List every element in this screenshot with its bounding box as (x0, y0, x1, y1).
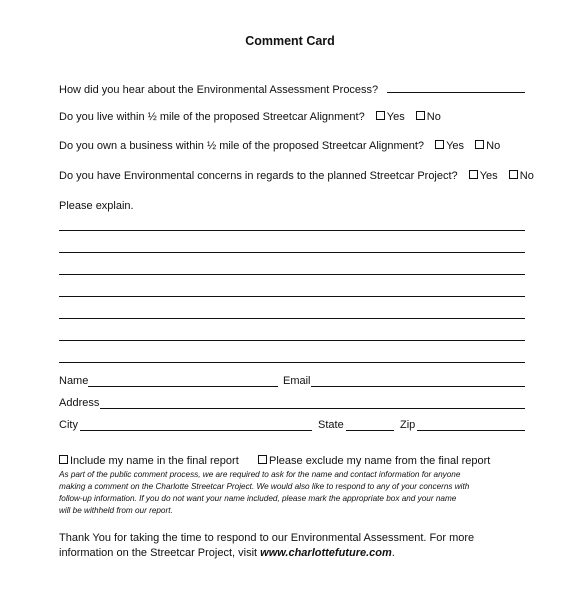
thank-you-text (59, 531, 529, 561)
business-yes-checkbox[interactable] (435, 140, 444, 149)
thank-you-line-2 (59, 546, 529, 561)
include-name-checkbox[interactable] (59, 455, 68, 464)
hear-answer-line[interactable] (387, 82, 525, 93)
privacy-note-line: follow-up information. If you do not want your name included, please mark the appropriate box and your name (59, 494, 457, 503)
privacy-note-line: making a comment on the Charlotte Streetcar Project. We would also like to respond to any of your concerns with (59, 482, 470, 491)
concerns-yes-label: Yes (479, 170, 498, 182)
email-field[interactable] (311, 386, 525, 387)
explain-line[interactable] (59, 362, 525, 363)
privacy-note-line: As part of the public comment process, we are required to ask for the name and contact information for anyone (59, 470, 461, 479)
privacy-note (59, 469, 529, 517)
question-live (59, 111, 441, 123)
exclude-name-option (258, 455, 490, 467)
thank-you-line-2-prefix: information on the Streetcar Project, visit (59, 547, 261, 559)
email-label: Email (283, 375, 311, 387)
zip-label: Zip (400, 419, 416, 431)
explain-line[interactable] (59, 252, 525, 253)
question-business-label: Do you own a business within ½ mile of the proposed Streetcar Alignment? (59, 140, 425, 152)
question-concerns-label: Do you have Environmental concerns in regards to the planned Streetcar Project? (59, 170, 458, 182)
name-field[interactable] (88, 386, 278, 387)
live-no-label: No (426, 111, 441, 123)
concerns-yes-checkbox[interactable] (469, 170, 478, 179)
business-yes-label: Yes (446, 140, 465, 152)
question-hear (59, 82, 525, 96)
include-name-option (59, 455, 239, 467)
state-field[interactable] (346, 430, 394, 431)
include-name-label: Include my name in the final report (70, 455, 239, 467)
thank-you-line-1: Thank You for taking the time to respond to our Environmental Assessment. For more (59, 532, 475, 544)
state-label: State (318, 419, 344, 431)
question-live-label: Do you live within ½ mile of the proposed Streetcar Alignment? (59, 111, 365, 123)
exclude-name-checkbox[interactable] (258, 455, 267, 464)
explain-line[interactable] (59, 230, 525, 231)
website-link[interactable]: www.charlottefuture.com (260, 547, 392, 559)
question-concerns (59, 170, 534, 182)
live-yes-label: Yes (386, 111, 405, 123)
explain-line[interactable] (59, 274, 525, 275)
business-no-checkbox[interactable] (475, 140, 484, 149)
live-yes-checkbox[interactable] (376, 111, 385, 120)
city-field[interactable] (80, 430, 312, 431)
concerns-no-label: No (519, 170, 534, 182)
live-no-checkbox[interactable] (416, 111, 425, 120)
name-label: Name (59, 375, 89, 387)
city-label: City (59, 419, 78, 431)
address-label: Address (59, 397, 100, 409)
address-field[interactable] (100, 408, 525, 409)
privacy-note-line: will be withheld from our report. (59, 506, 173, 515)
explain-line[interactable] (59, 296, 525, 297)
concerns-no-checkbox[interactable] (509, 170, 518, 179)
exclude-name-label: Please exclude my name from the final report (269, 455, 491, 467)
zip-field[interactable] (417, 430, 525, 431)
explain-line[interactable] (59, 318, 525, 319)
explain-label: Please explain. (59, 200, 134, 212)
business-no-label: No (486, 140, 501, 152)
question-hear-label: How did you hear about the Environmental Assessment Process? (59, 84, 379, 96)
question-business (59, 140, 500, 152)
thank-you-line-2-suffix: . (391, 547, 395, 559)
page-title: Comment Card (245, 34, 335, 48)
explain-line[interactable] (59, 340, 525, 341)
